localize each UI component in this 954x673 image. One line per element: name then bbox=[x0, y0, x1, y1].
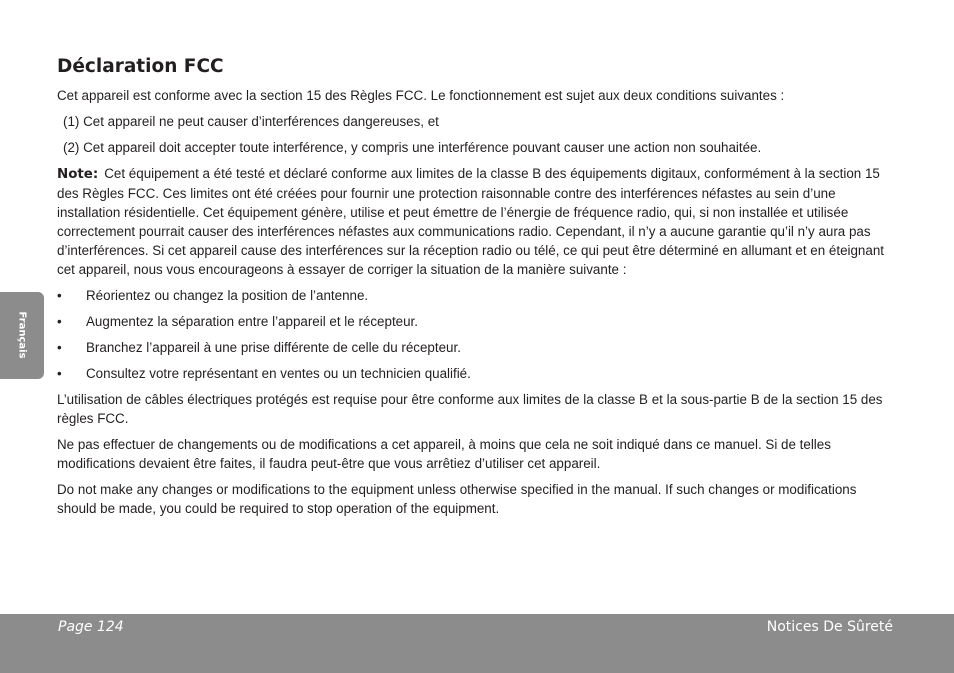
language-tab-label: Français bbox=[16, 311, 28, 359]
note-paragraph bbox=[57, 164, 899, 279]
modifications-fr-paragraph: Ne pas effectuer de changements ou de modifications a cet appareil, à moins que cela ne soit indiqué dans ce manuel. Si de telles modifications devaient être faites, il faudra peut-être que vous arrêtiez d’utiliser cet appareil. bbox=[57, 437, 831, 471]
condition-2: (2) Cet appareil doit accepter toute interférence, y compris une interférence pouvant causer une action non souhaitée. bbox=[63, 140, 762, 155]
page-footer bbox=[0, 614, 954, 673]
list-item: • Augmentez la séparation entre l’appareil et le récepteur. bbox=[57, 312, 899, 331]
note-text: Cet équipement a été testé et déclaré conforme aux limites de la classe B des équipements digitaux, conformément à la section 15 des Règles FCC. Ces limites ont été créées pour fournir une protection raisonnable contre des interférences néfastes au sein d’une installation résidentielle. Cet équipement génère, utilise et peut émettre de l’énergie de fréquence radio, qui, si non installée et utilisée correctement pourrait causer des interférences néfastes aux communications radio. Cependant, il n’y a aucune garantie qu’il n’y aura pas d’interférences. Si cet appareil cause des interférences sur la réception radio ou télé, ce qui peut être déterminé en allumant et en éteignant cet appareil, nous vous encourageons à essayer de corriger la situation de la manière suivante : bbox=[57, 166, 884, 277]
page-number: Page 124 bbox=[58, 619, 124, 635]
note-label: Note: bbox=[57, 167, 99, 182]
list-item: • Branchez l’appareil à une prise différente de celle du récepteur. bbox=[57, 338, 899, 357]
intro-paragraph: Cet appareil est conforme avec la section 15 des Règles FCC. Le fonctionnement est sujet aux deux conditions suivantes : bbox=[57, 88, 785, 103]
cables-paragraph: L’utilisation de câbles électriques protégés est requise pour être conforme aux limites de la classe B et la sous-partie B de la section 15 des règles FCC. bbox=[57, 392, 883, 426]
page-title: Déclaration FCC bbox=[57, 56, 224, 77]
condition-1: (1) Cet appareil ne peut causer d’interférences dangereuses, et bbox=[63, 114, 439, 129]
list-item: • Consultez votre représentant en ventes ou un technicien qualifié. bbox=[57, 364, 899, 383]
remedy-list bbox=[57, 286, 899, 383]
list-item: • Réorientez ou changez la position de l’antenne. bbox=[57, 286, 899, 305]
language-tab bbox=[0, 292, 44, 379]
modifications-en-paragraph: Do not make any changes or modifications to the equipment unless otherwise specified in the manual. If such changes or modifications should be made, you could be required to stop operation of the equipment. bbox=[57, 482, 857, 516]
section-title: Notices De Sûreté bbox=[766, 619, 893, 635]
document-body bbox=[57, 56, 899, 525]
